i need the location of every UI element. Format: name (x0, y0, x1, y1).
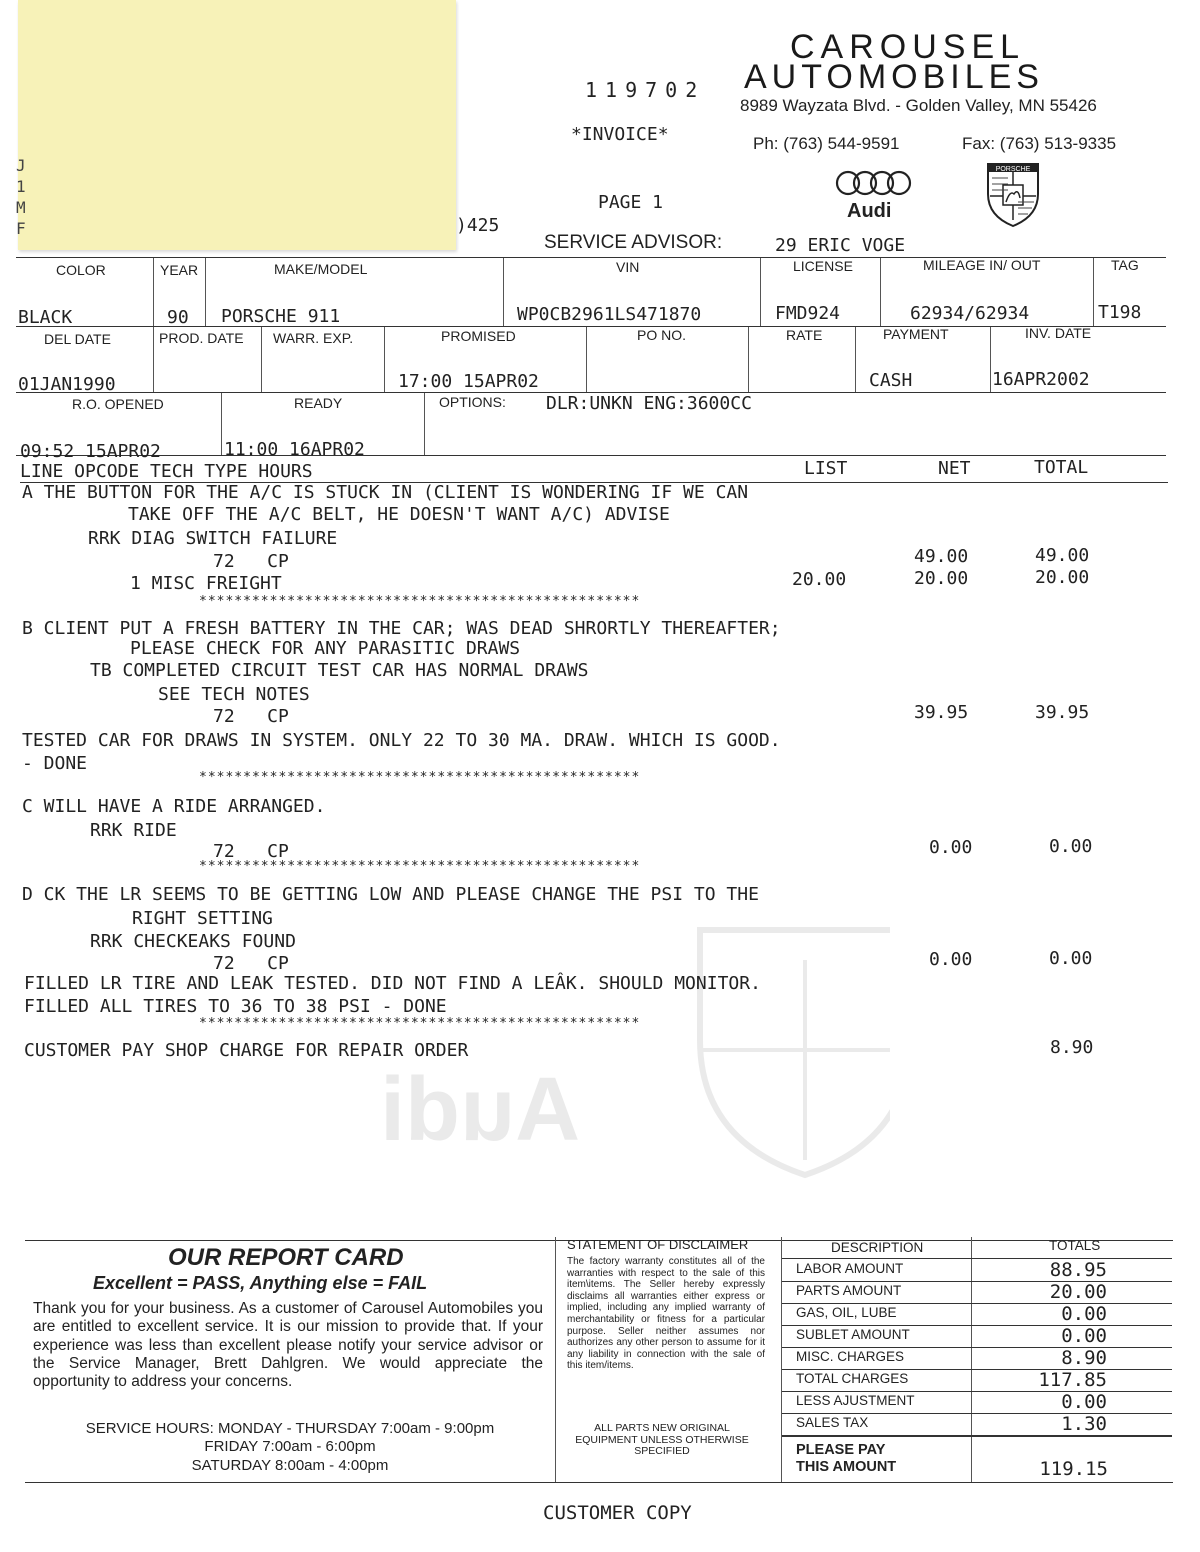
line-a-5-total: 20.00 (1035, 567, 1090, 588)
value-inv-date: 16APR2002 (992, 369, 1090, 390)
value-year: 90 (167, 307, 189, 328)
value-license: FMD924 (775, 303, 841, 324)
fragment-char: M (16, 198, 26, 217)
shop-charge-total: 8.90 (1050, 1037, 1094, 1058)
line-d-4-total: 0.00 (1049, 948, 1093, 969)
line-d-4: 72 CP (213, 953, 289, 974)
totals-row-label: PARTS AMOUNT (796, 1283, 902, 1298)
company-name-line2: AUTOMOBILES (744, 58, 1044, 96)
line-d-6: FILLED ALL TIRES TO 36 TO 38 PSI - DONE (24, 996, 447, 1017)
grid-line (153, 327, 154, 392)
company-fax: Fax: (763) 513-9335 (962, 134, 1117, 153)
disclaimer-title: STATEMENT OF DISCLAIMER (567, 1237, 749, 1252)
line-d-3: RRK CHECKEAKS FOUND (90, 931, 296, 952)
value-options: DLR:UNKN ENG:3600CC (546, 393, 752, 414)
line-c-3-total: 0.00 (1049, 836, 1093, 857)
watermark-text: Audi (380, 1060, 580, 1160)
header-payment: PAYMENT (883, 326, 949, 342)
report-card-subtitle: Excellent = PASS, Anything else = FAIL (93, 1273, 428, 1293)
please-pay-amount: 119.15 (1039, 1458, 1108, 1480)
disclaimer-footer: ALL PARTS NEW ORIGINAL EQUIPMENT UNLESS OTHERWISE SPECIFIED (575, 1422, 749, 1457)
line-a-5-list: 20.00 (792, 569, 847, 590)
header-inv-date: INV. DATE (1025, 325, 1092, 341)
header-options: OPTIONS: (439, 394, 506, 410)
line-c-2: RRK RIDE (90, 820, 177, 841)
header-del-date: DEL DATE (44, 331, 111, 347)
line-b-5-total: 39.95 (1035, 702, 1090, 723)
please-pay-label-2: THIS AMOUNT (796, 1459, 897, 1475)
separator-stars: ************************************************** (199, 1016, 641, 1031)
line-b-1: B CLIENT PUT A FRESH BATTERY IN THE CAR; WAS DEAD SHRORTLY THEREAFTER; (22, 618, 781, 639)
line-a-3: RRK DIAG SWITCH FAILURE (88, 528, 338, 549)
header-ro-opened: R.O. OPENED (72, 396, 164, 412)
value-del-date: 01JAN1990 (18, 374, 116, 395)
line-a-4-net: 49.00 (914, 546, 969, 567)
line-a-4: 72 CP (213, 551, 289, 572)
header-warr-exp: WARR. EXP. (273, 330, 354, 346)
grid-line (261, 327, 262, 392)
line-b-4: SEE TECH NOTES (158, 684, 310, 705)
header-color: COLOR (56, 262, 106, 278)
totals-row-value: 0.00 (1061, 1325, 1107, 1347)
service-hours-friday: FRIDAY 7:00am - 6:00pm (204, 1438, 376, 1455)
line-a-5-net: 20.00 (914, 568, 969, 589)
grid-line (16, 455, 1166, 456)
line-d-4-net: 0.00 (929, 949, 973, 970)
totals-row-label: GAS, OIL, LUBE (796, 1305, 897, 1320)
grid-line (971, 1237, 972, 1482)
grid-line (384, 327, 385, 392)
column-header-list: LIST (804, 458, 848, 479)
header-vin: VIN (616, 259, 640, 275)
grid-line (221, 393, 222, 455)
grid-line (555, 1237, 556, 1482)
totals-row-label: SUBLET AMOUNT (796, 1327, 910, 1342)
totals-row-value: 8.90 (1061, 1347, 1107, 1369)
audi-rings-icon (834, 170, 924, 200)
grid-line (782, 1391, 1172, 1392)
line-c-3: 72 CP (213, 841, 289, 862)
line-d-1: D CK THE LR SEEMS TO BE GETTING LOW AND PLEASE CHANGE THE PSI TO THE (22, 884, 759, 905)
value-ro-opened: 09:52 15APR02 (20, 441, 161, 462)
line-b-7: - DONE (22, 753, 88, 774)
totals-row-value: 20.00 (1049, 1281, 1107, 1303)
grid-line (782, 1303, 1172, 1304)
shop-charge-line: CUSTOMER PAY SHOP CHARGE FOR REPAIR ORDER (24, 1040, 469, 1061)
line-b-2: PLEASE CHECK FOR ANY PARASITIC DRAWS (130, 638, 521, 659)
totals-row-label: TOTAL CHARGES (796, 1371, 909, 1386)
fragment-char: 1 (16, 177, 26, 196)
grid-line (25, 1482, 1173, 1483)
header-ready: READY (294, 395, 343, 411)
invoice-number: 119702 (585, 78, 706, 102)
totals-row-value: 1.30 (1061, 1413, 1107, 1435)
customer-copy-label: CUSTOMER COPY (543, 1502, 692, 1524)
line-c-3-net: 0.00 (929, 837, 973, 858)
service-advisor-value: 29 ERIC VOGE (775, 235, 906, 256)
sticky-note (18, 0, 456, 250)
totals-row-label: LESS AJUSTMENT (796, 1393, 915, 1408)
grid-line (153, 258, 154, 326)
report-card-body: Thank you for your business. As a customer of Carousel Automobiles you are entitled to excellent service. It is our mission to provide that. If your experience was less than excellent please notify your service advisor or the Service Manager, Brett Dahlgren. We would appreciate the opportunity to address your concerns. (33, 1300, 543, 1391)
porsche-crest-text: PORSCHE (995, 166, 1031, 173)
header-rate: RATE (786, 327, 823, 343)
customer-zip-fragment: )425 (456, 215, 500, 236)
grid-line (782, 1281, 1172, 1282)
value-mileage: 62934/62934 (910, 303, 1030, 324)
page-number: PAGE 1 (598, 192, 664, 213)
line-b-5: 72 CP (213, 706, 289, 727)
separator-stars: ************************************************** (199, 859, 641, 874)
totals-row-value: 0.00 (1061, 1391, 1107, 1413)
grid-line (782, 1413, 1172, 1414)
line-b-5-net: 39.95 (914, 702, 969, 723)
company-address: 8989 Wayzata Blvd. - Golden Valley, MN 55426 (740, 96, 1097, 115)
fragment-char: J (16, 156, 26, 175)
header-promised: PROMISED (441, 328, 516, 344)
totals-row-value: 0.00 (1061, 1303, 1107, 1325)
header-make-model: MAKE/MODEL (274, 261, 368, 277)
grid-line (748, 327, 749, 392)
grid-line (782, 1325, 1172, 1326)
service-hours-weekday: SERVICE HOURS: MONDAY - THURSDAY 7:00am - 9:00pm (85, 1420, 495, 1437)
grid-line (990, 327, 991, 392)
header-mileage: MILEAGE IN/ OUT (923, 257, 1041, 273)
value-vin: WP0CB2961LS471870 (517, 304, 702, 325)
grid-line (424, 393, 425, 455)
grid-line (586, 327, 587, 392)
grid-line (781, 1237, 782, 1482)
audi-logo-text: Audi (847, 200, 892, 222)
value-payment: CASH (869, 370, 913, 391)
column-header-line: LINE OPCODE TECH TYPE HOURS (20, 461, 313, 482)
totals-row-label: MISC. CHARGES (796, 1349, 905, 1364)
line-a-2: TAKE OFF THE A/C BELT, HE DOESN'T WANT A/C) ADVISE (128, 504, 670, 525)
grid-line (205, 258, 206, 326)
totals-row-value: 117.85 (1038, 1369, 1107, 1391)
company-phone: Ph: (763) 544-9591 (753, 134, 900, 153)
grid-line (782, 1369, 1172, 1370)
invoice-label: *INVOICE* (571, 124, 669, 145)
header-prod-date: PROD. DATE (159, 330, 244, 346)
separator-stars: ************************************************** (199, 594, 641, 609)
grid-line (782, 1436, 1172, 1437)
fragment-char: F (16, 219, 26, 238)
header-year: YEAR (160, 262, 199, 278)
line-a-4-total: 49.00 (1035, 545, 1090, 566)
totals-row-value: 88.95 (1049, 1259, 1107, 1281)
totals-row-label: LABOR AMOUNT (796, 1261, 904, 1276)
company-name-line1: CAROUSEL (790, 28, 1026, 66)
separator-stars: ************************************************** (199, 770, 641, 785)
line-a-5: 1 MISC FREIGHT (130, 573, 282, 594)
line-c-1: C WILL HAVE A RIDE ARRANGED. (22, 796, 326, 817)
porsche-crest-icon (984, 158, 1042, 228)
value-ready: 11:00 16APR02 (224, 439, 365, 460)
value-make-model: PORSCHE 911 (221, 306, 341, 327)
disclaimer-body: The factory warranty constitutes all of the warranties with respect to the sale of this item\items. The Seller hereby expressly disclaims all warranties either express or implied, including any implied warranty of merchantability or fitness for a particular purpose. Seller neither assumes nor authorizes any other person to assume for it any liability in connection with the sale of this item/items. (567, 1256, 765, 1372)
customer-info-fragment (16, 155, 26, 239)
grid-line (782, 1347, 1172, 1348)
line-b-3: TB COMPLETED CIRCUIT TEST CAR HAS NORMAL DRAWS (90, 660, 589, 681)
header-po-no: PO NO. (637, 327, 687, 343)
column-header-net: NET (938, 458, 971, 479)
grid-line (503, 258, 504, 326)
service-hours-saturday: SATURDAY 8:00am - 4:00pm (191, 1457, 389, 1474)
value-color: BLACK (18, 307, 73, 328)
totals-description-header: DESCRIPTION (831, 1240, 924, 1255)
grid-line (782, 1258, 1172, 1259)
line-a-1: A THE BUTTON FOR THE A/C IS STUCK IN (CLIENT IS WONDERING IF WE CAN (22, 482, 749, 503)
header-tag: TAG (1111, 257, 1139, 273)
please-pay-label-1: PLEASE PAY (796, 1442, 886, 1458)
grid-line (1093, 258, 1094, 326)
report-card-title: OUR REPORT CARD (168, 1244, 404, 1271)
value-tag: T198 (1098, 302, 1142, 323)
grid-line (855, 327, 856, 392)
line-d-5: FILLED LR TIRE AND LEAK TESTED. DID NOT FIND A LEÂK. SHOULD MONITOR. (24, 973, 761, 994)
line-b-6: TESTED CAR FOR DRAWS IN SYSTEM. ONLY 22 TO 30 MA. DRAW. WHICH IS GOOD. (22, 730, 781, 751)
totals-header: TOTALS (1049, 1238, 1101, 1253)
grid-line (760, 258, 761, 326)
header-license: LICENSE (793, 258, 853, 274)
totals-row-label: SALES TAX (796, 1415, 869, 1430)
grid-line (880, 258, 881, 326)
value-promised: 17:00 15APR02 (398, 371, 539, 392)
service-advisor-label: SERVICE ADVISOR: (544, 232, 723, 253)
line-d-2: RIGHT SETTING (132, 908, 273, 929)
column-header-total: TOTAL (1034, 457, 1089, 478)
